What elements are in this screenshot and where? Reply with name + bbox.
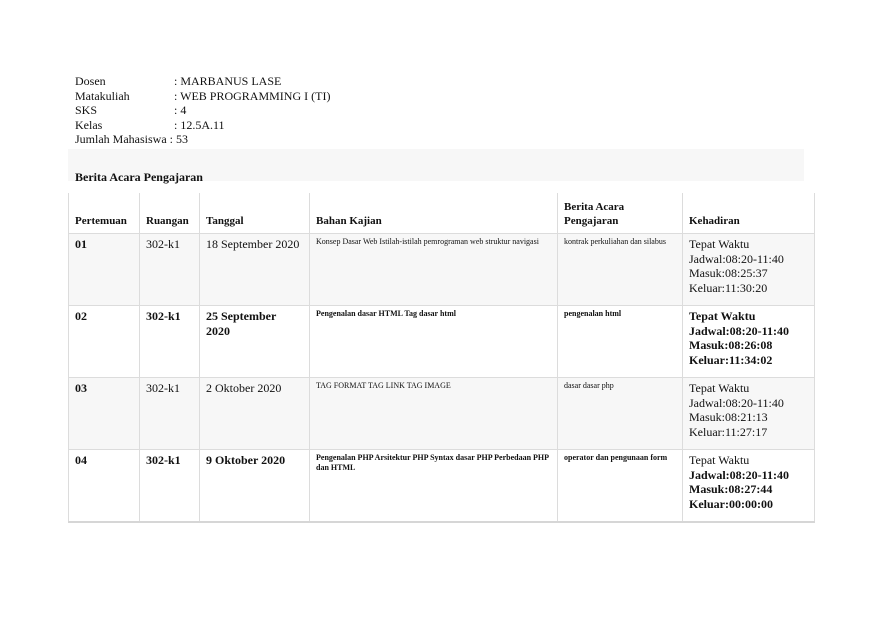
cell-bahan-kajian: Konsep Dasar Web Istilah-istilah pemrograman web struktur navigasi bbox=[310, 234, 558, 306]
info-label: Kelas bbox=[75, 117, 103, 132]
cell-kehadiran bbox=[683, 378, 815, 450]
cell-ruangan: 302-k1 bbox=[140, 450, 200, 523]
info-label: Matakuliah bbox=[75, 88, 130, 103]
table-row bbox=[69, 306, 815, 378]
cell-tanggal: 9 Oktober 2020 bbox=[200, 450, 310, 523]
cell-kehadiran bbox=[683, 234, 815, 306]
header-kehadiran: Kehadiran bbox=[683, 193, 815, 234]
table-row bbox=[69, 234, 815, 306]
cell-kehadiran bbox=[683, 306, 815, 378]
info-value: : WEB PROGRAMMING I (TI) bbox=[174, 88, 331, 103]
header-tanggal: Tanggal bbox=[200, 193, 310, 234]
cell-tanggal: 2 Oktober 2020 bbox=[200, 378, 310, 450]
info-label: SKS bbox=[75, 103, 98, 118]
table-row bbox=[69, 450, 815, 523]
kehadiran-status: Tepat Waktu bbox=[689, 237, 750, 251]
kehadiran-status: Tepat Waktu bbox=[689, 309, 756, 323]
info-label: Jumlah Mahasiswa bbox=[75, 132, 167, 147]
cell-pertemuan: 02 bbox=[69, 306, 140, 378]
header-ruangan: Ruangan bbox=[140, 193, 200, 234]
cell-berita-acara: pengenalan html bbox=[558, 306, 683, 378]
kehadiran-keluar: Keluar:11:30:20 bbox=[689, 280, 768, 295]
info-row-jumlah-mahasiswa bbox=[75, 132, 330, 147]
cell-kehadiran bbox=[683, 450, 815, 523]
info-label: Dosen bbox=[75, 74, 106, 88]
kehadiran-jadwal: Jadwal:08:20-11:40 bbox=[689, 251, 784, 266]
info-row-matakuliah bbox=[75, 89, 330, 104]
table-row bbox=[69, 378, 815, 450]
section-title: Berita Acara Pengajaran bbox=[75, 170, 203, 184]
cell-berita-acara: kontrak perkuliahan dan silabus bbox=[558, 234, 683, 306]
table-header-row bbox=[69, 193, 815, 234]
cell-tanggal: 25 September 2020 bbox=[200, 306, 310, 378]
header-bahan-kajian: Bahan Kajian bbox=[310, 193, 558, 234]
course-info bbox=[75, 74, 330, 147]
info-row-kelas bbox=[75, 118, 330, 133]
kehadiran-masuk: Masuk:08:27:44 bbox=[689, 482, 773, 496]
cell-bahan-kajian: Pengenalan PHP Arsitektur PHP Syntax dasar PHP Perbedaan PHP dan HTML bbox=[310, 450, 558, 523]
kehadiran-keluar: Keluar:11:27:17 bbox=[689, 424, 768, 439]
info-value: : 53 bbox=[169, 132, 188, 147]
cell-pertemuan: 03 bbox=[69, 378, 140, 450]
info-value: : 12.5A.11 bbox=[174, 117, 225, 132]
kehadiran-jadwal: Jadwal:08:20-11:40 bbox=[689, 395, 784, 410]
kehadiran-masuk: Masuk:08:21:13 bbox=[689, 410, 768, 424]
cell-berita-acara: dasar dasar php bbox=[558, 378, 683, 450]
kehadiran-keluar: Keluar:11:34:02 bbox=[689, 352, 773, 367]
info-row-sks bbox=[75, 103, 330, 118]
cell-tanggal: 18 September 2020 bbox=[200, 234, 310, 306]
info-value: : 4 bbox=[174, 103, 187, 118]
info-value: : MARBANUS LASE bbox=[174, 74, 282, 88]
kehadiran-jadwal: Jadwal:08:20-11:40 bbox=[689, 467, 789, 482]
header-berita-acara: Berita Acara Pengajaran bbox=[558, 193, 683, 234]
kehadiran-status: Tepat Waktu bbox=[689, 381, 750, 395]
cell-pertemuan: 01 bbox=[69, 234, 140, 306]
kehadiran-status: Tepat Waktu bbox=[689, 453, 750, 467]
header-pertemuan: Pertemuan bbox=[69, 193, 140, 234]
cell-ruangan: 302-k1 bbox=[140, 306, 200, 378]
cell-ruangan: 302-k1 bbox=[140, 378, 200, 450]
attendance-table bbox=[68, 193, 815, 523]
cell-ruangan: 302-k1 bbox=[140, 234, 200, 306]
kehadiran-jadwal: Jadwal:08:20-11:40 bbox=[689, 323, 789, 338]
kehadiran-masuk: Masuk:08:26:08 bbox=[689, 338, 773, 352]
cell-bahan-kajian: Pengenalan dasar HTML Tag dasar html bbox=[310, 306, 558, 378]
info-row-dosen bbox=[75, 74, 330, 89]
cell-berita-acara: operator dan pengunaan form bbox=[558, 450, 683, 523]
cell-bahan-kajian: TAG FORMAT TAG LINK TAG IMAGE bbox=[310, 378, 558, 450]
kehadiran-masuk: Masuk:08:25:37 bbox=[689, 266, 768, 280]
cell-pertemuan: 04 bbox=[69, 450, 140, 523]
kehadiran-keluar: Keluar:00:00:00 bbox=[689, 496, 773, 511]
